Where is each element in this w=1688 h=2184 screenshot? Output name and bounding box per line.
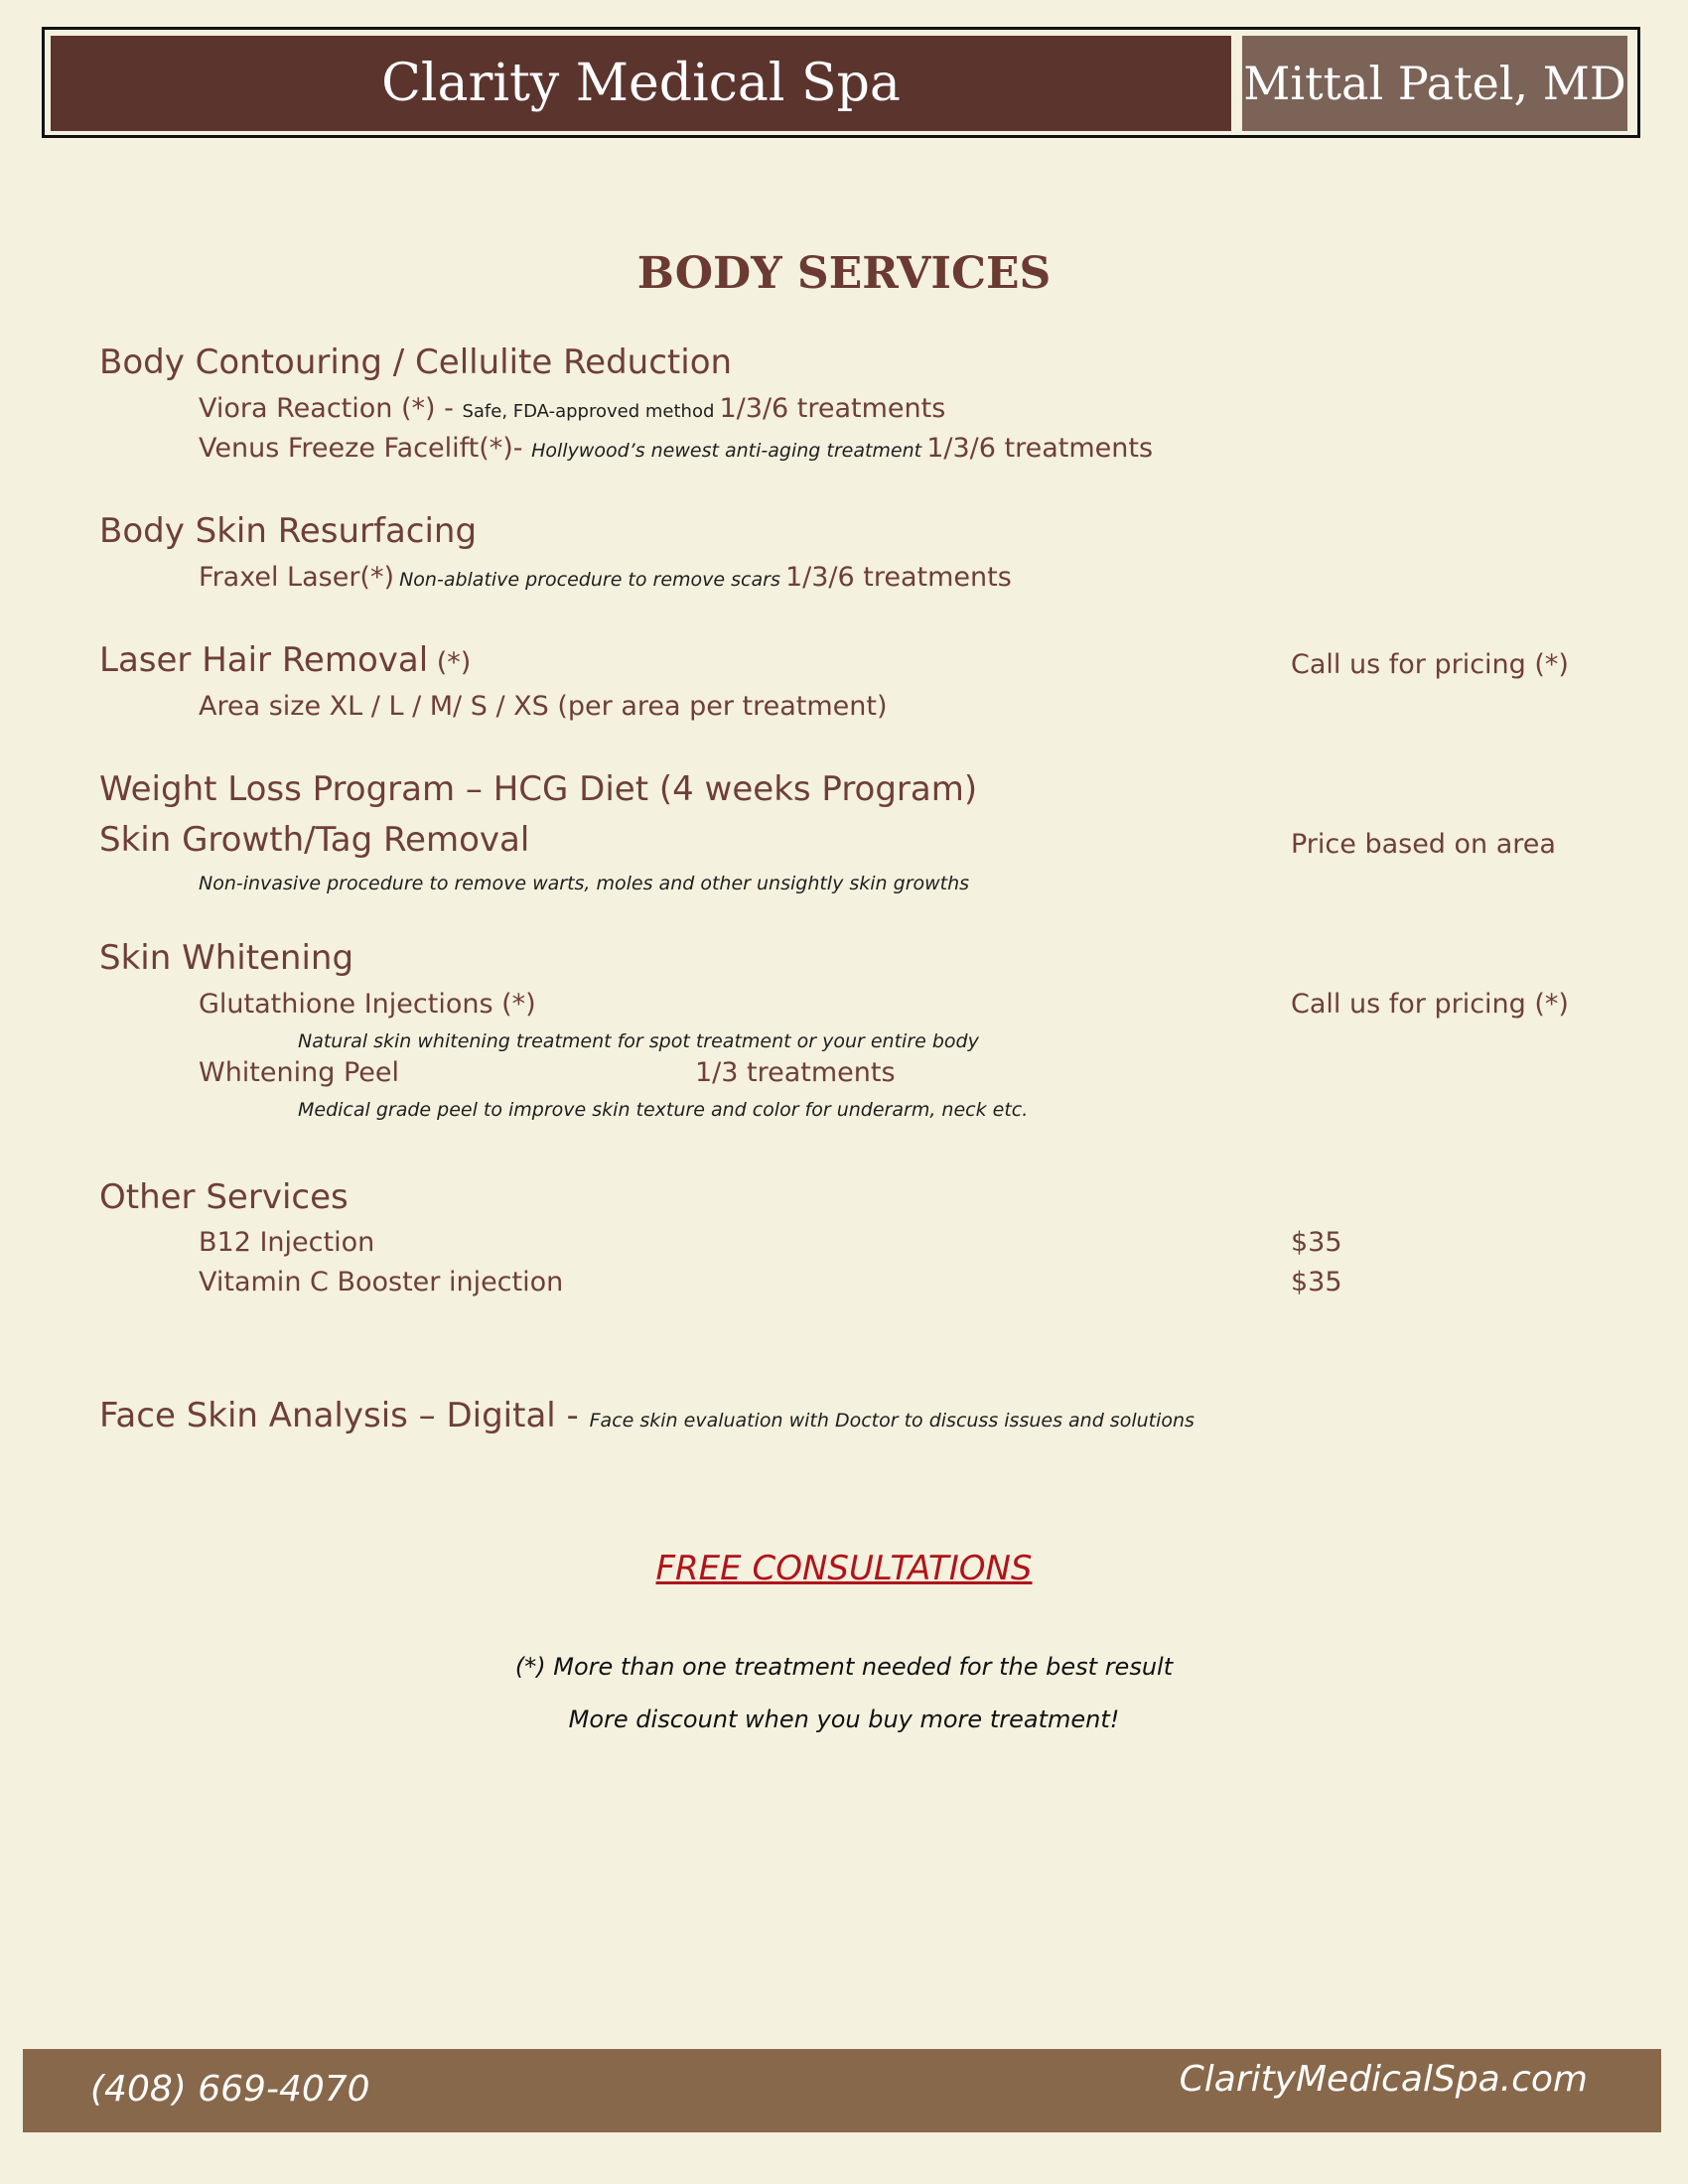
footer-website[interactable]: ClarityMedicalSpa.com	[1179, 2059, 1588, 2100]
section-title-body-contouring: Body Contouring / Cellulite Reduction	[99, 342, 733, 382]
service-name: Viora Reaction (*)	[199, 393, 436, 424]
price-vitamin-c: $35	[1291, 1267, 1342, 1297]
section-title-text: Laser Hair Removal	[99, 640, 429, 680]
section-title-whitening: Skin Whitening	[99, 938, 354, 978]
section-title-resurfacing: Body Skin Resurfacing	[99, 511, 478, 551]
service-treatments: 1/3/6 treatments	[784, 562, 1012, 593]
free-consultations: FREE CONSULTATIONS	[655, 1549, 1033, 1588]
service-desc: Hollywood’s newest anti-aging treatment	[531, 440, 922, 462]
footer-bar	[23, 2049, 1661, 2132]
service-name: Fraxel Laser(*)	[199, 562, 394, 593]
spa-name: Clarity Medical Spa	[51, 36, 1231, 131]
section-face-analysis	[99, 1396, 1195, 1435]
separator: -	[512, 433, 532, 464]
price-laser-hair: Call us for pricing (*)	[1291, 649, 1569, 680]
service-whitening-peel: Whitening Peel	[199, 1057, 399, 1088]
whitening-peel-desc: Medical grade peel to improve skin texture and color for underarm, neck etc.	[298, 1099, 1029, 1121]
service-desc: Safe, FDA-approved method	[462, 401, 715, 422]
note-treatment: (*) More than one treatment needed for the best result	[514, 1653, 1174, 1681]
section-title-mark: (*)	[428, 647, 472, 678]
header-banner	[42, 27, 1640, 138]
section-title-other: Other Services	[99, 1177, 349, 1217]
service-glutathione: Glutathione Injections (*)	[199, 989, 536, 1020]
price-b12: $35	[1291, 1227, 1342, 1258]
price-glutathione: Call us for pricing (*)	[1291, 989, 1569, 1020]
section-title-laser-hair	[99, 640, 471, 680]
doctor-name: Mittal Patel, MD	[1242, 36, 1627, 131]
page-title: BODY SERVICES	[636, 248, 1052, 299]
face-analysis-desc: Face skin evaluation with Doctor to discuss issues and solutions	[589, 1410, 1195, 1432]
service-b12: B12 Injection	[199, 1227, 375, 1258]
service-fraxel-laser	[199, 562, 1012, 593]
section-title-weight-loss: Weight Loss Program – HCG Diet (4 weeks Program)	[99, 769, 978, 809]
service-name: Venus Freeze Facelift(*)	[199, 433, 513, 464]
skin-growth-desc: Non-invasive procedure to remove warts, moles and other unsightly skin growths	[199, 873, 970, 894]
section-title-skin-growth: Skin Growth/Tag Removal	[99, 820, 530, 860]
section-title-face-analysis: Face Skin Analysis – Digital -	[99, 1396, 590, 1435]
service-treatments: 1/3/6 treatments	[719, 393, 946, 424]
footer-phone[interactable]: (408) 669-4070	[90, 2069, 370, 2110]
whitening-peel-treatments: 1/3 treatments	[695, 1057, 896, 1088]
service-desc: Non-ablative procedure to remove scars	[399, 569, 780, 591]
separator: -	[435, 393, 463, 424]
service-vitamin-c: Vitamin C Booster injection	[199, 1267, 564, 1297]
service-venus-freeze	[199, 433, 1153, 464]
service-treatments: 1/3/6 treatments	[926, 433, 1154, 464]
laser-hair-area: Area size XL / L / M/ S / XS (per area per treatment)	[199, 691, 888, 722]
glutathione-desc: Natural skin whitening treatment for spot treatment or your entire body	[298, 1030, 979, 1052]
service-viora-reaction	[199, 393, 945, 424]
note-discount: More discount when you buy more treatment!	[568, 1706, 1120, 1733]
price-skin-growth: Price based on area	[1291, 829, 1556, 860]
